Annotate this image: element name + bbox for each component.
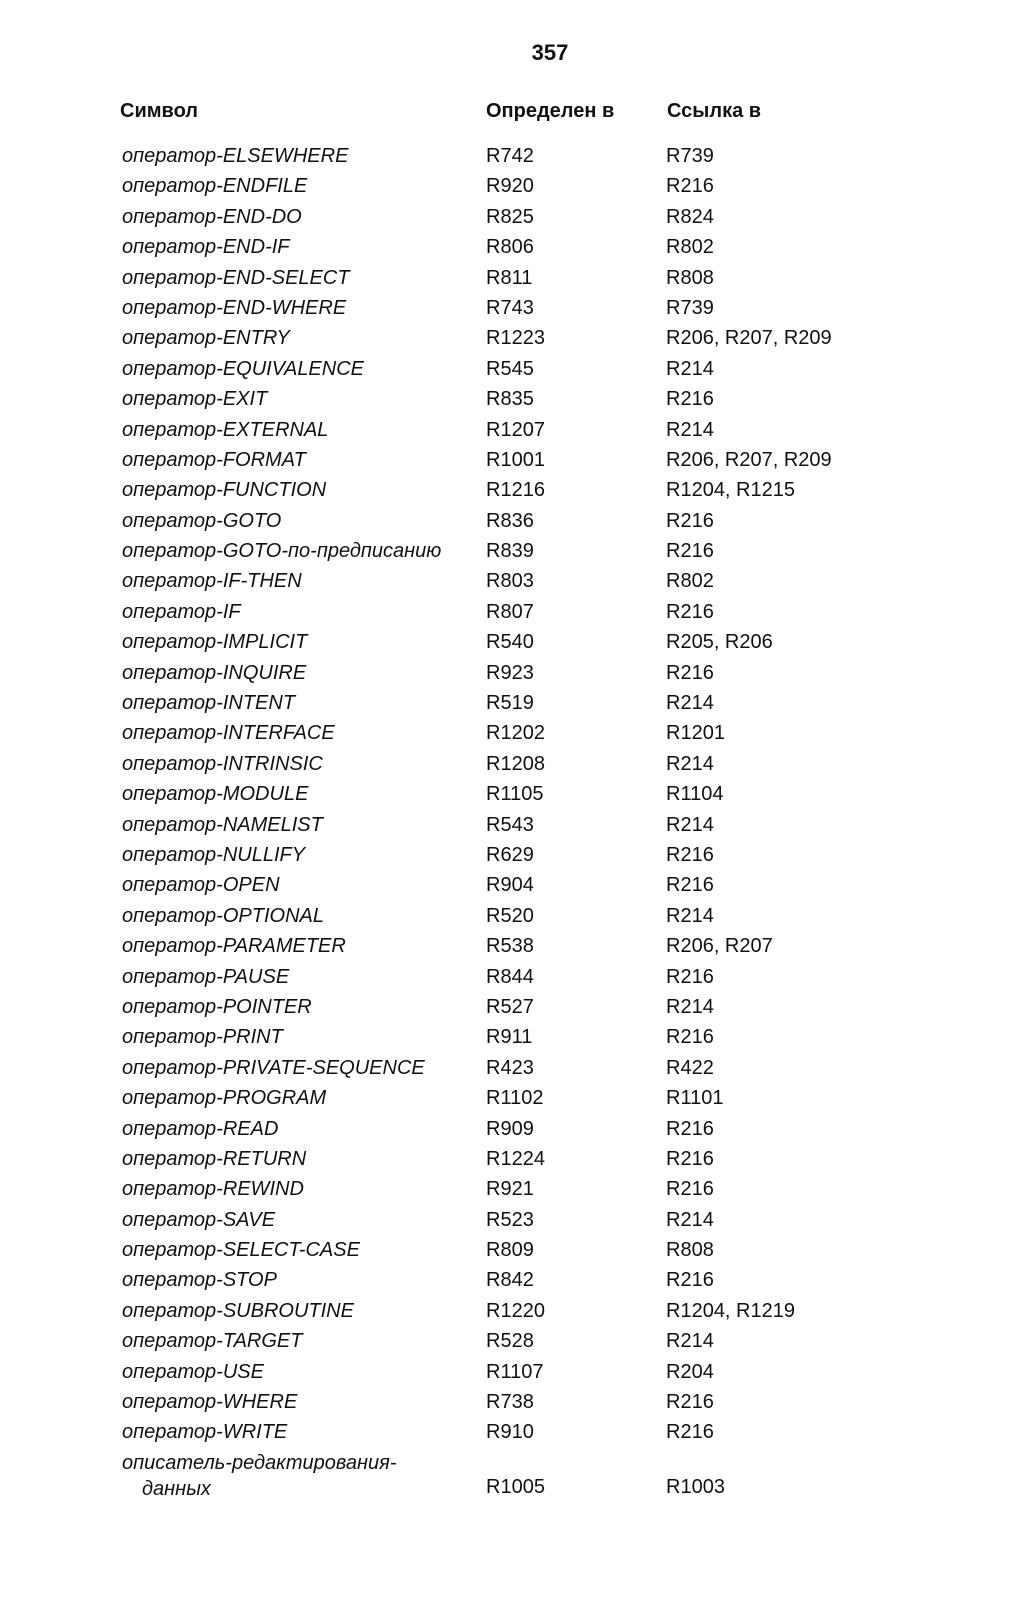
row-defined-in: R921: [486, 1178, 534, 1201]
table-row: [0, 931, 1032, 961]
row-defined-in: R523: [486, 1208, 534, 1231]
row-referenced-in: R214: [666, 904, 714, 927]
row-symbol: оператор-USE: [122, 1360, 264, 1383]
row-referenced-in: R216: [666, 540, 714, 563]
table-row: [0, 566, 1032, 596]
row-symbol: оператор-EQUIVALENCE: [122, 357, 365, 380]
table-row: [0, 171, 1032, 201]
row-referenced-in: R1204, R1219: [666, 1299, 795, 1322]
table-row: [0, 840, 1032, 870]
table-row: [0, 202, 1032, 232]
row-symbol: оператор-PARAMETER: [122, 935, 346, 958]
row-symbol: оператор-SAVE: [122, 1208, 276, 1231]
row-symbol: оператор-GOTO: [122, 509, 282, 532]
row-symbol: [122, 1450, 396, 1502]
row-symbol: оператор-RETURN: [122, 1147, 307, 1170]
row-defined-in: R1005: [486, 1475, 545, 1498]
row-defined-in: R807: [486, 600, 534, 623]
table-row: [0, 1053, 1032, 1083]
table-row: [0, 536, 1032, 566]
table-row: [0, 1326, 1032, 1356]
table-row: [0, 445, 1032, 475]
table-row: [0, 475, 1032, 505]
row-referenced-in: R216: [666, 874, 714, 897]
row-symbol: оператор-OPTIONAL: [122, 904, 324, 927]
row-symbol: оператор-PAUSE: [122, 965, 290, 988]
row-referenced-in: R214: [666, 1330, 714, 1353]
row-referenced-in: R216: [666, 600, 714, 623]
row-referenced-in: R422: [666, 1056, 714, 1079]
table-row: [0, 1296, 1032, 1326]
row-referenced-in: R1003: [666, 1475, 725, 1498]
table-row: [0, 1144, 1032, 1174]
row-defined-in: R825: [486, 205, 534, 228]
row-symbol: оператор-SUBROUTINE: [122, 1299, 354, 1322]
table-row: [0, 1265, 1032, 1295]
row-referenced-in: R214: [666, 692, 714, 715]
table-row: [0, 1083, 1032, 1113]
table-row: [0, 1235, 1032, 1265]
row-referenced-in: R214: [666, 752, 714, 775]
row-symbol: оператор-PRIVATE-SEQUENCE: [122, 1056, 425, 1079]
row-symbol: оператор-INTENT: [122, 692, 296, 715]
table-row: [0, 232, 1032, 262]
column-header-defined-in: Определен в: [486, 100, 615, 122]
row-defined-in: R527: [486, 995, 534, 1018]
row-symbol: оператор-INQUIRE: [122, 661, 307, 684]
row-referenced-in: R824: [666, 205, 714, 228]
table-row: [0, 779, 1032, 809]
row-referenced-in: R216: [666, 1391, 714, 1414]
row-referenced-in: R216: [666, 1117, 714, 1140]
table-row: [0, 293, 1032, 323]
row-referenced-in: R216: [666, 509, 714, 532]
table-row: [0, 870, 1032, 900]
row-defined-in: R738: [486, 1391, 534, 1414]
row-symbol: оператор-SELECT-CASE: [122, 1239, 360, 1262]
row-symbol: оператор-MODULE: [122, 783, 309, 806]
row-defined-in: R528: [486, 1330, 534, 1353]
row-defined-in: R1107: [486, 1360, 544, 1383]
table-row: [0, 658, 1032, 688]
row-defined-in: R1102: [486, 1087, 544, 1110]
row-defined-in: R911: [486, 1026, 533, 1049]
row-defined-in: R803: [486, 570, 534, 593]
row-defined-in: R1105: [486, 783, 544, 806]
row-referenced-in: R214: [666, 1208, 714, 1231]
row-symbol: оператор-READ: [122, 1117, 279, 1140]
row-defined-in: R806: [486, 236, 534, 259]
row-referenced-in: R206, R207: [666, 935, 773, 958]
row-symbol: оператор-IF-THEN: [122, 570, 302, 593]
row-defined-in: R842: [486, 1269, 534, 1292]
row-symbol: оператор-FUNCTION: [122, 479, 327, 502]
row-referenced-in: R216: [666, 661, 714, 684]
row-defined-in: R545: [486, 357, 534, 380]
row-referenced-in: R214: [666, 357, 714, 380]
row-symbol: оператор-END-IF: [122, 236, 290, 259]
row-symbol: оператор-IMPLICIT: [122, 631, 308, 654]
table-row: [0, 627, 1032, 657]
row-symbol: оператор-FORMAT: [122, 448, 306, 471]
column-header-symbol: Символ: [120, 100, 198, 122]
table-header: [0, 100, 1032, 130]
row-referenced-in: R216: [666, 1421, 714, 1444]
row-referenced-in: R739: [666, 296, 714, 319]
row-defined-in: R743: [486, 296, 534, 319]
table-row: [0, 1387, 1032, 1417]
row-referenced-in: R1101: [666, 1087, 724, 1110]
row-defined-in: R1202: [486, 722, 545, 745]
row-referenced-in: R1104: [666, 783, 724, 806]
row-defined-in: R520: [486, 904, 534, 927]
table-row: [0, 597, 1032, 627]
row-symbol: оператор-EXIT: [122, 388, 268, 411]
row-referenced-in: R216: [666, 175, 714, 198]
row-symbol: оператор-ENDFILE: [122, 175, 308, 198]
row-defined-in: R1220: [486, 1299, 545, 1322]
table-row: [0, 1357, 1032, 1387]
row-referenced-in: R216: [666, 1269, 714, 1292]
row-defined-in: R1216: [486, 479, 545, 502]
row-symbol: оператор-IF: [122, 600, 241, 623]
row-defined-in: R742: [486, 145, 534, 167]
row-referenced-in: R1201: [666, 722, 725, 745]
row-defined-in: R839: [486, 540, 534, 563]
table-row: [0, 1114, 1032, 1144]
row-symbol: оператор-INTRINSIC: [122, 752, 323, 775]
row-symbol: оператор-STOP: [122, 1269, 277, 1292]
row-symbol: оператор-ENTRY: [122, 327, 290, 350]
row-symbol: оператор-WHERE: [122, 1391, 298, 1414]
row-defined-in: R811: [486, 266, 533, 289]
row-defined-in: R844: [486, 965, 534, 988]
row-defined-in: R1224: [486, 1147, 545, 1170]
row-referenced-in: R808: [666, 266, 714, 289]
row-referenced-in: R216: [666, 843, 714, 866]
row-defined-in: R904: [486, 874, 534, 897]
row-defined-in: R809: [486, 1239, 534, 1262]
table-row: [0, 323, 1032, 353]
row-defined-in: R835: [486, 388, 534, 411]
row-defined-in: R423: [486, 1056, 534, 1079]
column-header-referenced-in: Ссылка в: [667, 100, 762, 122]
row-referenced-in: R216: [666, 1026, 714, 1049]
row-symbol: оператор-ELSEWHERE: [122, 145, 349, 167]
table-row: [0, 354, 1032, 384]
row-defined-in: R519: [486, 692, 534, 715]
row-defined-in: R910: [486, 1421, 534, 1444]
row-symbol: оператор-TARGET: [122, 1330, 303, 1353]
row-defined-in: R1208: [486, 752, 545, 775]
row-referenced-in: R802: [666, 236, 714, 259]
table-row: [0, 384, 1032, 414]
row-referenced-in: R808: [666, 1239, 714, 1262]
row-defined-in: R923: [486, 661, 534, 684]
table-row: [0, 749, 1032, 779]
row-symbol: оператор-END-SELECT: [122, 266, 350, 289]
table-row: [0, 263, 1032, 293]
row-referenced-in: R739: [666, 145, 714, 167]
row-referenced-in: R1204, R1215: [666, 479, 795, 502]
row-referenced-in: R214: [666, 813, 714, 836]
row-referenced-in: R206, R207, R209: [666, 327, 832, 350]
table-row: [0, 1022, 1032, 1052]
row-defined-in: R1001: [486, 448, 545, 471]
row-symbol: оператор-REWIND: [122, 1178, 304, 1201]
table-row: [0, 1417, 1032, 1447]
table-row: [0, 962, 1032, 992]
row-defined-in: R543: [486, 813, 534, 836]
row-referenced-in: R216: [666, 388, 714, 411]
table-row: [0, 992, 1032, 1022]
row-defined-in: R1223: [486, 327, 545, 350]
row-defined-in: R920: [486, 175, 534, 198]
row-symbol: оператор-POINTER: [122, 995, 312, 1018]
table-row: [0, 718, 1032, 748]
row-symbol: оператор-WRITE: [122, 1421, 288, 1444]
row-symbol: оператор-PRINT: [122, 1026, 283, 1049]
row-referenced-in: R204: [666, 1360, 714, 1383]
row-referenced-in: R216: [666, 1178, 714, 1201]
row-defined-in: R836: [486, 509, 534, 532]
table-row: [0, 688, 1032, 718]
table-row: [0, 1448, 1032, 1504]
table-row: [0, 810, 1032, 840]
table-row: [0, 141, 1032, 171]
row-symbol-line1: описатель-редактирования-: [122, 1451, 397, 1474]
table-row: [0, 1205, 1032, 1235]
row-symbol: оператор-OPEN: [122, 874, 280, 897]
row-symbol: оператор-END-WHERE: [122, 296, 347, 319]
row-defined-in: R538: [486, 935, 534, 958]
row-symbol: оператор-END-DO: [122, 205, 302, 228]
row-referenced-in: R214: [666, 995, 714, 1018]
row-defined-in: R1207: [486, 418, 545, 441]
table-row: [0, 1174, 1032, 1204]
row-defined-in: R540: [486, 631, 534, 654]
table-row: [0, 415, 1032, 445]
row-symbol: оператор-PROGRAM: [122, 1087, 327, 1110]
row-referenced-in: R206, R207, R209: [666, 448, 832, 471]
row-symbol-line2: данных: [142, 1477, 211, 1500]
row-referenced-in: R216: [666, 965, 714, 988]
row-symbol: оператор-NULLIFY: [122, 843, 306, 866]
row-defined-in: R629: [486, 843, 534, 866]
symbol-table: [0, 141, 1032, 1504]
row-referenced-in: R802: [666, 570, 714, 593]
row-referenced-in: R216: [666, 1147, 714, 1170]
row-symbol: оператор-GOTO-по-предписанию: [122, 540, 442, 563]
row-symbol: оператор-EXTERNAL: [122, 418, 329, 441]
table-row: [0, 901, 1032, 931]
row-referenced-in: R205, R206: [666, 631, 773, 654]
page-number: 357: [531, 40, 569, 65]
table-row: [0, 506, 1032, 536]
row-symbol: оператор-INTERFACE: [122, 722, 335, 745]
row-referenced-in: R214: [666, 418, 714, 441]
row-defined-in: R909: [486, 1117, 534, 1140]
row-symbol: оператор-NAMELIST: [122, 813, 323, 836]
